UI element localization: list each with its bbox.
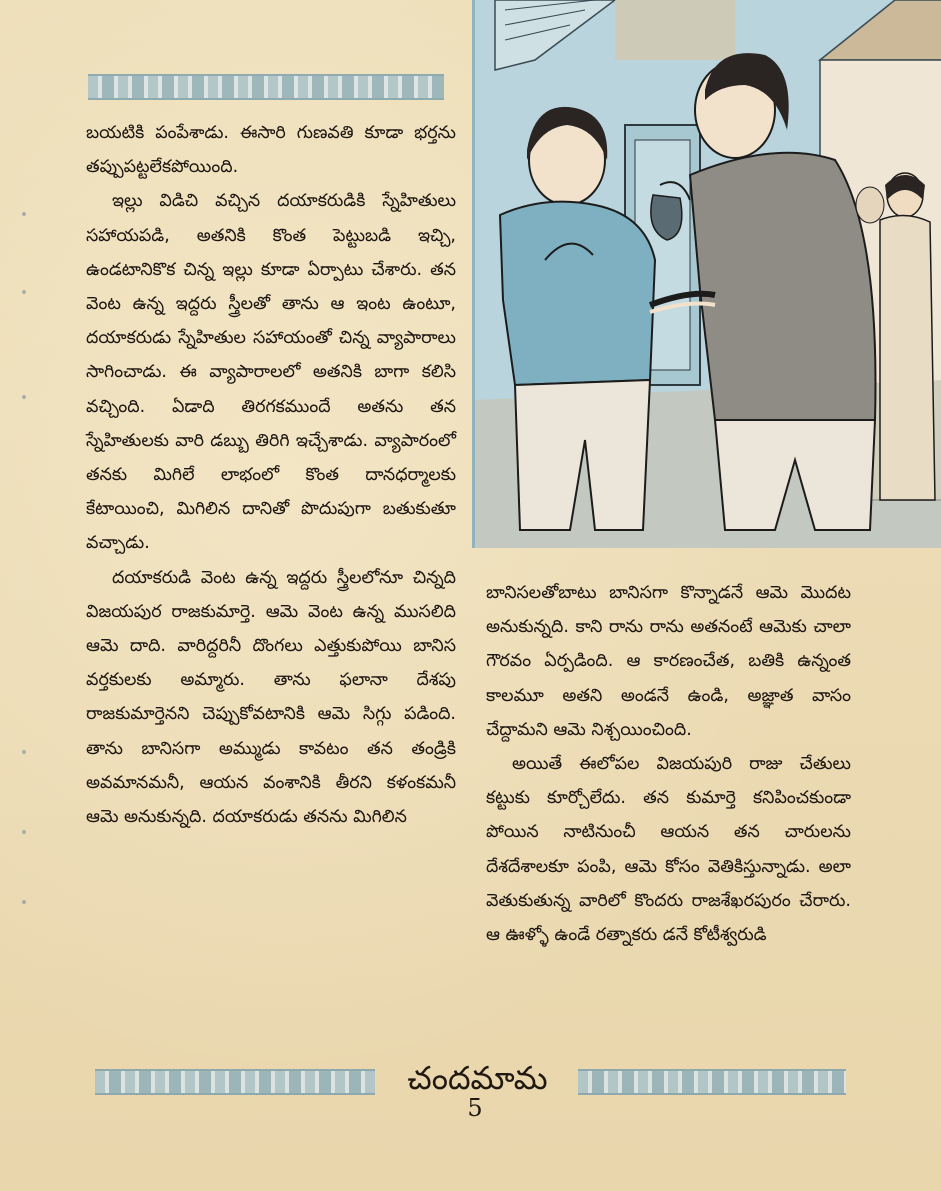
footer-decorative-border-right <box>578 1069 846 1095</box>
illustration-drawing <box>475 0 941 548</box>
margin-mark <box>22 395 26 399</box>
page-number: 5 <box>467 1094 483 1122</box>
footer-decorative-border-left <box>95 1069 375 1095</box>
left-text-column <box>86 116 456 834</box>
top-decorative-border <box>88 74 444 100</box>
story-illustration <box>472 0 941 548</box>
margin-mark <box>22 830 26 834</box>
magazine-title: చందమామ <box>407 1059 548 1097</box>
paragraph: అయితే ఈలోపల విజయపురి రాజు చేతులు కట్టుకు కూర్చోలేదు. తన కుమార్తె కనిపించకుండా పోయిన నాటినుంచీ ఆయన తన చారులను దేశదేశాలకూ పంపి, ఆమె కోసం వెతికిస్తున్నాడు. అలా వెతుకుతున్న వారిలో కొందరు రాజశేఖరపురం చేరారు. ఆ ఊళ్ళో ఉండే రత్నాకరు డనే కోటీశ్వరుడి <box>486 754 851 946</box>
paragraph: దయాకరుడి వెంట ఉన్న ఇద్దరు స్త్రీలలోనూ చిన్నది విజయపుర రాజకుమార్తె. ఆమె వెంట ఉన్న ముసలిది ఆమె దాది. వారిద్దరినీ దొంగలు ఎత్తుకుపోయి బానిస వర్తకులకు అమ్మారు. తాను ఫలానా దేశపు రాజకుమార్తెనని చెప్పుకోవటానికి ఆమె సిగ్గు పడింది. తాను బానిసగా అమ్ముడు కావటం తన తండ్రికి అవమానమనీ, ఆయన వంశానికి తీరని కళంకమనీ ఆమె అనుకున్నది. దయాకరుడు తనను మిగిలిన <box>86 567 456 828</box>
paragraph: బానిసలతోబాటు బానిసగా కొన్నాడనే ఆమె మొదట అనుకున్నది. కాని రాను రాను అతనంటే ఆమెకు చాలా గౌరవం ఏర్పడింది. ఆ కారణంచేత, బతికి ఉన్నంత కాలమూ అతని అండనే ఉండి, అజ్ఞాత వాసం చేద్దామని ఆమె నిశ్చయించింది. <box>486 583 851 740</box>
paragraph: బయటికి పంపేశాడు. ఈసారి గుణవతి కూడా భర్తను తప్పుపట్టలేకపోయింది. <box>86 123 456 178</box>
paragraph: ఇల్లు విడిచి వచ్చిన దయాకరుడికి స్నేహితులు సహాయపడి, అతనికి కొంత పెట్టుబడి ఇచ్చి, ఉండటానికొక చిన్న ఇల్లు కూడా ఏర్పాటు చేశారు. తన వెంట ఉన్న ఇద్దరు స్త్రీలతో తాను ఆ ఇంట ఉంటూ, దయాకరుడు స్నేహితుల సహాయంతో చిన్న వ్యాపారాలు సాగించాడు. ఈ వ్యాపారాలలో అతనికి బాగా కలిసి వచ్చింది. ఏడాది తిరగకముందే అతను తన స్నేహితులకు వారి డబ్బు తిరిగి ఇచ్చేశాడు. వ్యాపారంలో తనకు మిగిలే లాభంలో కొంత దానధర్మాలకు కేటాయించి, మిగిలిన దానితో పొదుపుగా బతుకుతూ వచ్చాడు. <box>86 191 456 554</box>
right-text-column <box>486 576 851 952</box>
margin-mark <box>22 900 26 904</box>
margin-mark <box>22 212 26 216</box>
margin-mark <box>22 290 26 294</box>
margin-mark <box>22 750 26 754</box>
